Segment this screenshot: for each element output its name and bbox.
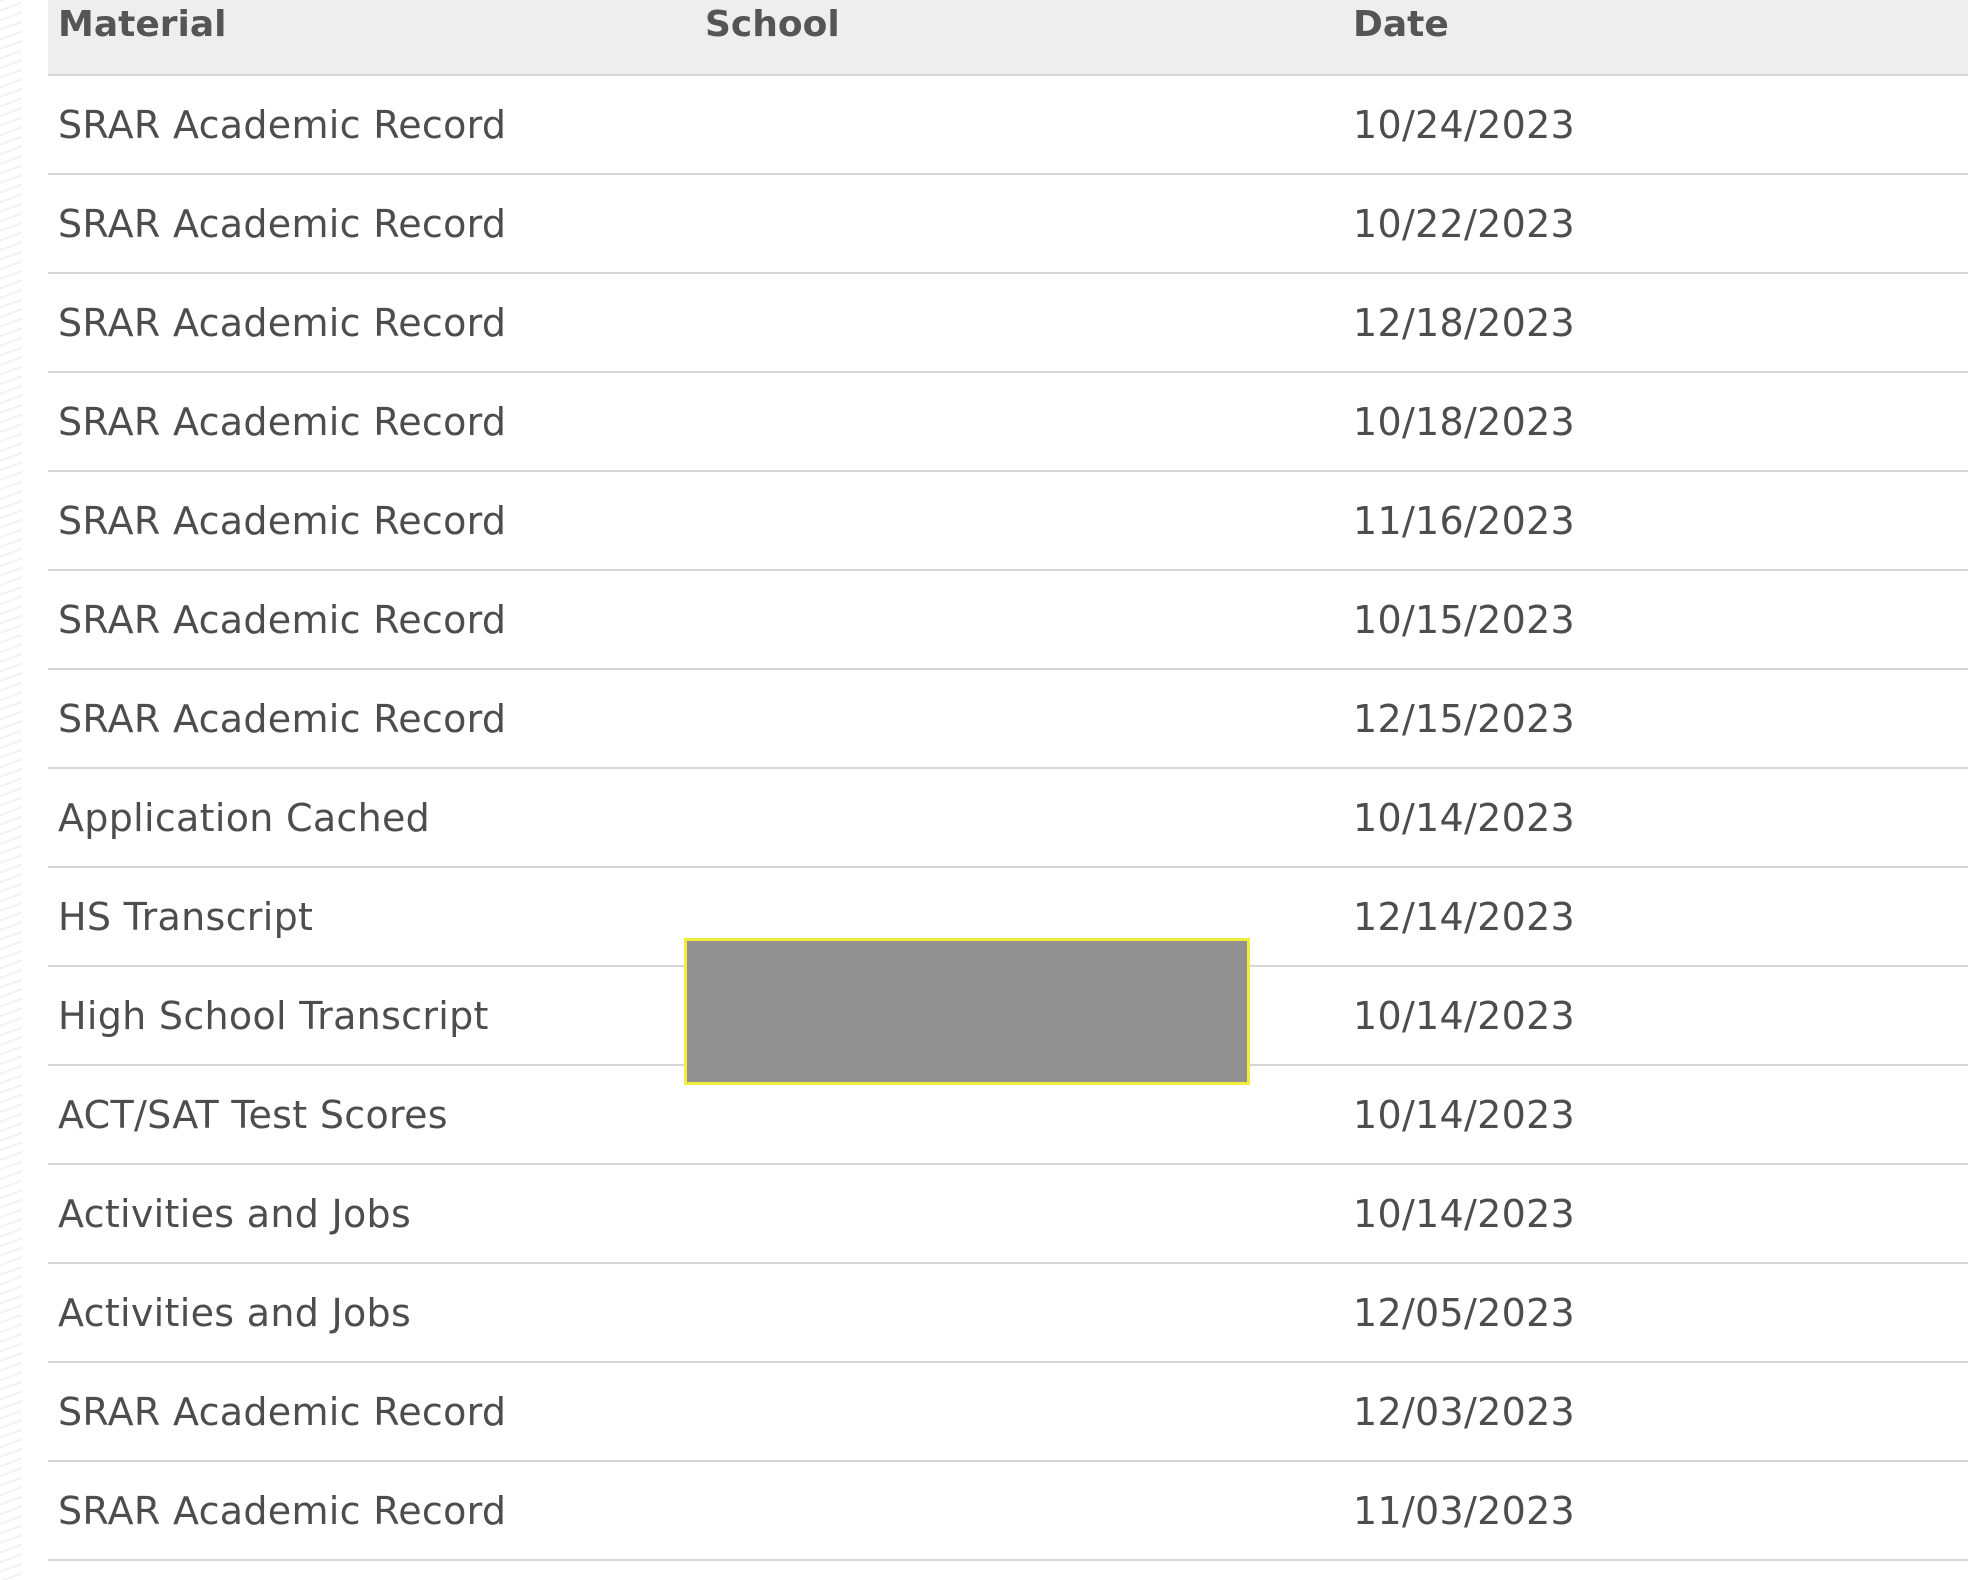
date-cell: 11/16/2023 xyxy=(1353,498,1576,543)
table-row xyxy=(48,472,1968,571)
material-cell: High School Transcript xyxy=(58,993,489,1038)
table-row xyxy=(48,1363,1968,1462)
table-row xyxy=(48,1165,1968,1264)
table-row xyxy=(48,571,1968,670)
material-cell: SRAR Academic Record xyxy=(58,300,507,345)
date-cell: 10/14/2023 xyxy=(1353,1092,1576,1137)
material-cell: SRAR Academic Record xyxy=(58,696,507,741)
date-cell: 10/18/2023 xyxy=(1353,399,1576,444)
material-cell: SRAR Academic Record xyxy=(58,1488,507,1533)
date-cell: 12/15/2023 xyxy=(1353,696,1576,741)
header-material[interactable]: Material xyxy=(58,4,227,45)
date-cell: 10/15/2023 xyxy=(1353,597,1576,642)
table-row xyxy=(48,670,1968,769)
table-header xyxy=(48,0,1968,76)
material-cell: SRAR Academic Record xyxy=(58,399,507,444)
material-cell: SRAR Academic Record xyxy=(58,597,507,642)
material-cell: SRAR Academic Record xyxy=(58,201,507,246)
material-cell: Activities and Jobs xyxy=(58,1290,412,1335)
table-row xyxy=(48,76,1968,175)
material-cell: Activities and Jobs xyxy=(58,1191,412,1236)
table-row xyxy=(48,769,1968,868)
materials-table xyxy=(48,0,1968,1561)
table-row xyxy=(48,175,1968,274)
date-cell: 12/18/2023 xyxy=(1353,300,1576,345)
date-cell: 10/24/2023 xyxy=(1353,102,1576,147)
date-cell: 10/14/2023 xyxy=(1353,795,1576,840)
table-row xyxy=(48,1264,1968,1363)
material-cell: SRAR Academic Record xyxy=(58,102,507,147)
date-cell: 10/14/2023 xyxy=(1353,1191,1576,1236)
date-cell: 12/14/2023 xyxy=(1353,894,1576,939)
date-cell: 10/22/2023 xyxy=(1353,201,1576,246)
header-school[interactable]: School xyxy=(705,4,840,45)
date-cell: 11/03/2023 xyxy=(1353,1488,1576,1533)
background-pattern xyxy=(0,0,22,1580)
material-cell: SRAR Academic Record xyxy=(58,498,507,543)
date-cell: 10/14/2023 xyxy=(1353,993,1576,1038)
material-cell: HS Transcript xyxy=(58,894,314,939)
table-row xyxy=(48,1462,1968,1561)
header-date[interactable]: Date xyxy=(1353,4,1449,45)
date-cell: 12/03/2023 xyxy=(1353,1389,1576,1434)
redaction-box xyxy=(684,938,1250,1085)
date-cell: 12/05/2023 xyxy=(1353,1290,1576,1335)
material-cell: ACT/SAT Test Scores xyxy=(58,1092,448,1137)
material-cell: Application Cached xyxy=(58,795,431,840)
table-row xyxy=(48,274,1968,373)
table-row xyxy=(48,373,1968,472)
material-cell: SRAR Academic Record xyxy=(58,1389,507,1434)
